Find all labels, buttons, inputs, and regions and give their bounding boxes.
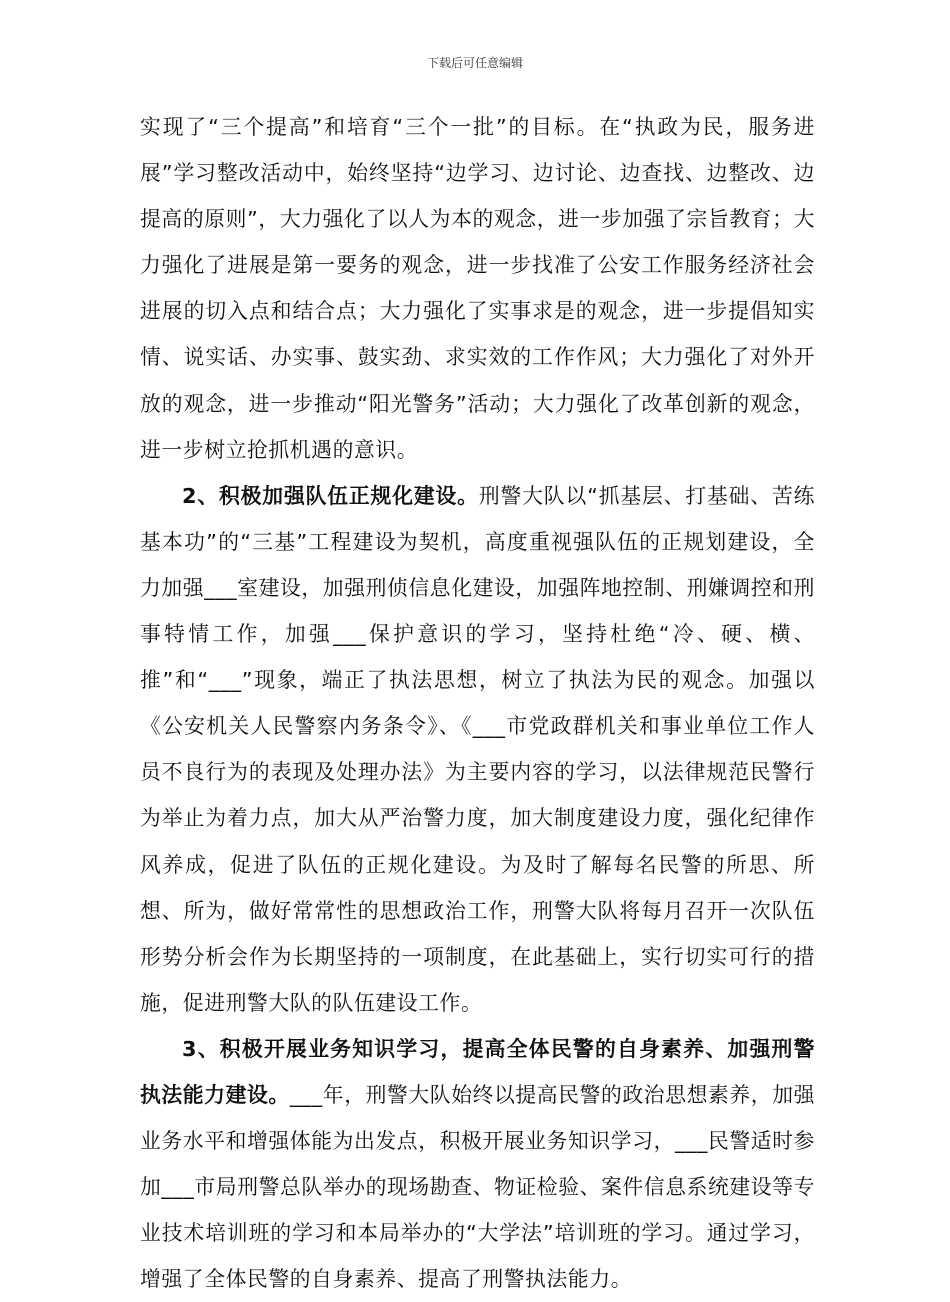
paragraph-3-body: ___年，刑警大队始终以提高民警的政治思想素养，加强业务水平和增强体能为出发点，积极开展业务知识学习，___民警适时参加___市局刑警总队举办的现场勘查、物证检验、案件信息系统建设等专业技术培训班的学习和本局举办的“大学法”培训班的学习。通过学习，增强了全体民警的自身素养、提高了刑警执法能力。 xyxy=(140,1082,816,1292)
paragraph-2 xyxy=(140,473,815,1026)
page-header: 下载后可任意编辑 xyxy=(426,56,523,70)
paragraph-1: 实现了“三个提高”和培育“三个一批”的目标。在“执政为民，服务进展”学习整改活动中，始终坚持“边学习、边讨论、边查找、边整改、边提高的原则”，大力强化了以人为本的观念，进一步加强了宗旨教育；大力强化了进展是第一要务的观念，进一步找准了公安工作服务经济社会进展的切入点和结合点；大力强化了实事求是的观念，进一步提倡知实情、说实话、办实事、鼓实劲、求实效的工作作风；大力强化了对外开放的观念，进一步推动“阳光警务”活动；大力强化了改革创新的观念，进一步树立抢抓机遇的意识。 xyxy=(140,115,815,462)
paragraph-3 xyxy=(140,1026,815,1302)
document-body xyxy=(140,104,815,1302)
paragraph-2-body: 刑警大队以“抓基层、打基础、苦练基本功”的“三基”工程建设为契机，高度重视强队伍的正规划建设，全力加强___室建设，加强刑侦信息化建设，加强阵地控制、刑嫌调控和刑事特情工作，加强___保护意识的学习，坚持杜绝“冷、硬、横、推”和“___”现象，端正了执法思想，树立了执法为民的观念。加强以《公安机关人民警察内务条令》、《___市党政群机关和事业单位工作人员不良行为的表现及处理办法》为主要内容的学习，以法律规范民警行为举止为着力点，加大从严治警力度，加大制度建设力度，强化纪律作风养成，促进了队伍的正规化建设。为及时了解每名民警的所思、所想、所为，做好常常性的思想政治工作，刑警大队将每月召开一次队伍形势分析会作为长期坚持的一项制度，在此基础上，实行切实可行的措施，促进刑警大队的队伍建设工作。 xyxy=(140,483,816,1015)
paragraph-2-heading: 2、积极加强队伍正规化建设。 xyxy=(182,483,479,508)
paragraph-3-heading: 3、积极开展业务知识学习，提高全体民警的自身素养、加强刑警执法能力建设。 xyxy=(140,1036,815,1107)
